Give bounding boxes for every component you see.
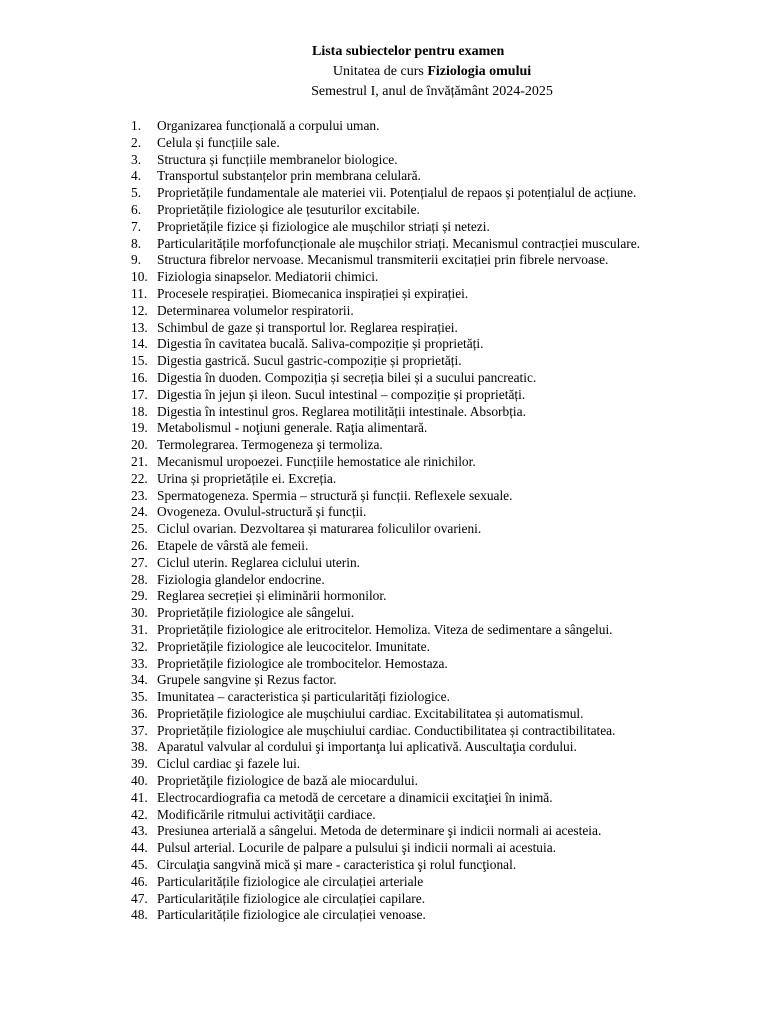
list-item-number: 39. (131, 756, 148, 772)
list-item-number: 21. (131, 453, 148, 469)
list-item-number: 9. (131, 252, 142, 268)
list-item (0, 538, 768, 555)
list-item-text: Proprietățile fundamentale ale materiei vii. Potențialul de repaos și potențialul de acțiune. (157, 185, 637, 201)
list-item (0, 135, 768, 152)
list-item (0, 454, 768, 471)
list-item-number: 34. (131, 672, 148, 688)
list-item-number: 35. (131, 689, 148, 705)
list-item (0, 857, 768, 874)
list-item-text: Particularitățile fiziologice ale circulației capilare. (157, 890, 426, 906)
list-item (0, 605, 768, 622)
list-item-text: Schimbul de gaze și transportul lor. Reglarea respirației. (157, 319, 458, 335)
list-item (0, 689, 768, 706)
list-item-number: 46. (131, 873, 148, 889)
list-item (0, 303, 768, 320)
list-item-number: 27. (131, 554, 148, 570)
list-item (0, 269, 768, 286)
list-item-text: Pulsul arterial. Locurile de palpare a pulsului şi indicii normali ai acestuia. (157, 840, 556, 856)
semester-line: Semestrul I, anul de învățământ 2024-2025 (311, 84, 553, 99)
list-item-number: 23. (131, 487, 148, 503)
list-item-text: Mecanismul uropoezei. Funcțiile hemostatice ale rinichilor. (157, 453, 476, 469)
list-item-number: 30. (131, 605, 148, 621)
list-item (0, 370, 768, 387)
list-item-text: Proprietăţile fiziologice de bază ale miocardului. (157, 773, 419, 789)
course-unit-name: Fiziologia omului (427, 64, 532, 79)
list-item-number: 29. (131, 588, 148, 604)
list-item-number: 38. (131, 739, 148, 755)
list-item-number: 41. (131, 789, 148, 805)
list-item-number: 16. (131, 369, 148, 385)
list-item-text: Proprietățile fiziologice ale mușchiului cardiac. Excitabilitatea și automatismul. (157, 705, 584, 721)
list-item-text: Electrocardiografia ca metodă de cercetare a dinamicii excitaţiei în inimă. (157, 789, 553, 805)
list-item-number: 32. (131, 638, 148, 654)
list-item (0, 353, 768, 370)
list-item (0, 706, 768, 723)
list-item-text: Ciclul cardiac şi fazele lui. (157, 756, 301, 772)
list-item-text: Particularitățile fiziologice ale circulației venoase. (157, 907, 426, 923)
list-item (0, 555, 768, 572)
list-item-text: Proprietățile fiziologice ale eritrocitelor. Hemoliza. Viteza de sedimentare a sângelui. (157, 621, 613, 637)
list-item (0, 336, 768, 353)
list-item-text: Urina și proprietățile ei. Excreția. (157, 470, 337, 486)
list-item (0, 488, 768, 505)
list-item-text: Aparatul valvular al cordului şi importanţa lui aplicativă. Auscultaţia cordului. (157, 739, 577, 755)
list-item-number: 28. (131, 571, 148, 587)
list-item-number: 37. (131, 722, 148, 738)
list-item-text: Transportul substanțelor prin membrana celulară. (157, 168, 421, 184)
list-item-number: 26. (131, 537, 148, 553)
list-item (0, 202, 768, 219)
list-item (0, 404, 768, 421)
list-item-text: Presiunea arterială a sângelui. Metoda de determinare şi indicii normali ai acesteia. (157, 823, 602, 839)
list-item (0, 840, 768, 857)
list-item-number: 8. (131, 235, 142, 251)
list-item-number: 13. (131, 319, 148, 335)
list-item (0, 622, 768, 639)
list-item-number: 4. (131, 168, 142, 184)
list-item-text: Particularitățile fiziologice ale circulației arteriale (157, 873, 424, 889)
list-item (0, 521, 768, 538)
list-item-number: 14. (131, 336, 148, 352)
list-item-number: 42. (131, 806, 148, 822)
list-item-text: Termolegrarea. Termogeneza şi termoliza. (157, 437, 383, 453)
list-item-number: 48. (131, 907, 148, 923)
list-item-text: Organizarea funcțională a corpului uman. (157, 118, 380, 133)
list-item (0, 387, 768, 404)
list-item (0, 756, 768, 773)
list-item-text: Digestia în duoden. Compoziția și secreția bilei și a sucului pancreatic. (157, 369, 537, 385)
list-item-text: Determinarea volumelor respiratorii. (157, 302, 354, 318)
list-item (0, 907, 768, 924)
list-item (0, 320, 768, 337)
list-item-text: Fiziologia sinapselor. Mediatorii chimici. (157, 269, 379, 285)
list-item-text: Ciclul uterin. Reglarea ciclului uterin. (157, 554, 361, 570)
list-item (0, 656, 768, 673)
list-item-text: Digestia gastrică. Sucul gastric-compoziție și proprietăți. (157, 353, 462, 369)
list-item-text: Structura fibrelor nervoase. Mecanismul transmiterii excitației prin fibrele nervoase. (157, 252, 609, 268)
list-item (0, 118, 768, 135)
list-item (0, 639, 768, 656)
list-item-text: Celula și funcțiile sale. (157, 134, 280, 150)
list-item-number: 20. (131, 437, 148, 453)
list-item-number: 19. (131, 420, 148, 436)
list-item-text: Proprietățile fiziologice ale trombocitelor. Hemostaza. (157, 655, 448, 671)
list-item (0, 286, 768, 303)
list-item-number: 7. (131, 218, 142, 234)
list-item-number: 36. (131, 705, 148, 721)
list-item (0, 219, 768, 236)
list-item-text: Modificările ritmului activităţii cardiace. (157, 806, 376, 822)
list-item (0, 773, 768, 790)
list-item-text: Digestia în jejun și ileon. Sucul intestinal – compoziție și proprietăți. (157, 386, 526, 402)
list-item (0, 168, 768, 185)
list-item (0, 672, 768, 689)
list-item-text: Procesele respirației. Biomecanica inspirației și expirației. (157, 285, 469, 301)
list-item-number: 1. (131, 118, 142, 133)
list-item-text: Etapele de vârstă ale femeii. (157, 537, 309, 553)
list-item-text: Grupele sangvine și Rezus factor. (157, 672, 337, 688)
list-item-number: 47. (131, 890, 148, 906)
list-item-number: 44. (131, 840, 148, 856)
document-header (0, 42, 768, 102)
document-title: Lista subiectelor pentru examen (312, 44, 505, 59)
list-item (0, 823, 768, 840)
list-item-text: Proprietățile fiziologice ale țesuturilor excitabile. (157, 201, 420, 217)
list-item (0, 152, 768, 169)
list-item-text: Particularitățile morfofuncționale ale mușchilor striați. Mecanismul contracției musculare. (157, 235, 641, 251)
list-item (0, 807, 768, 824)
list-item-number: 15. (131, 353, 148, 369)
list-item-text: Proprietățile fiziologice ale mușchiului cardiac. Conductibilitatea și contractibilitatea. (157, 722, 616, 738)
list-item-number: 33. (131, 655, 148, 671)
list-item-number: 31. (131, 621, 148, 637)
list-item-number: 6. (131, 201, 142, 217)
list-item-text: Fiziologia glandelor endocrine. (157, 571, 325, 587)
list-item-text: Digestia în cavitatea bucală. Saliva-compoziție și proprietăți. (157, 336, 484, 352)
list-item (0, 252, 768, 269)
list-item-text: Metabolismul - noţiuni generale. Raţia alimentară. (157, 420, 428, 436)
list-item-number: 45. (131, 857, 148, 873)
list-item (0, 236, 768, 253)
list-item-text: Imunitatea – caracteristica și particularități fiziologice. (157, 689, 450, 705)
list-item (0, 723, 768, 740)
list-item (0, 437, 768, 454)
list-item-text: Proprietățile fiziologice ale leucocitelor. Imunitate. (157, 638, 430, 654)
list-item-number: 22. (131, 470, 148, 486)
list-item-number: 12. (131, 302, 148, 318)
list-item-number: 10. (131, 269, 148, 285)
list-item-number: 3. (131, 151, 142, 167)
exam-subject-list (0, 118, 768, 924)
list-item-text: Structura și funcțiile membranelor biologice. (157, 151, 398, 167)
list-item (0, 420, 768, 437)
list-item (0, 790, 768, 807)
list-item (0, 504, 768, 521)
list-item (0, 471, 768, 488)
list-item (0, 891, 768, 908)
list-item-number: 17. (131, 386, 148, 402)
course-unit-prefix: Unitatea de curs (332, 64, 428, 79)
list-item-text: Reglarea secreției și eliminării hormonilor. (157, 588, 387, 604)
list-item (0, 874, 768, 891)
list-item (0, 588, 768, 605)
list-item-number: 43. (131, 823, 148, 839)
course-unit-line (48, 62, 768, 82)
list-item-text: Digestia în intestinul gros. Reglarea motilității intestinale. Absorbția. (157, 403, 526, 419)
list-item-number: 18. (131, 403, 148, 419)
list-item-number: 25. (131, 521, 148, 537)
list-item (0, 572, 768, 589)
list-item (0, 185, 768, 202)
list-item-text: Ciclul ovarian. Dezvoltarea și maturarea foliculilor ovarieni. (157, 521, 482, 537)
list-item-number: 2. (131, 134, 142, 150)
list-item (0, 739, 768, 756)
list-item-number: 40. (131, 773, 148, 789)
list-item-text: Spermatogeneza. Spermia – structură și funcții. Reflexele sexuale. (157, 487, 513, 503)
list-item-text: Proprietățile fiziologice ale sângelui. (157, 605, 355, 621)
list-item-text: Circulaţia sangvină mică și mare - caracteristica şi rolul funcţional. (157, 857, 517, 873)
list-item-number: 5. (131, 185, 142, 201)
list-item-number: 11. (131, 285, 148, 301)
list-item-number: 24. (131, 504, 148, 520)
list-item-text: Proprietățile fizice și fiziologice ale mușchilor striați și netezi. (157, 218, 490, 234)
list-item-text: Ovogeneza. Ovulul-structură și funcții. (157, 504, 367, 520)
